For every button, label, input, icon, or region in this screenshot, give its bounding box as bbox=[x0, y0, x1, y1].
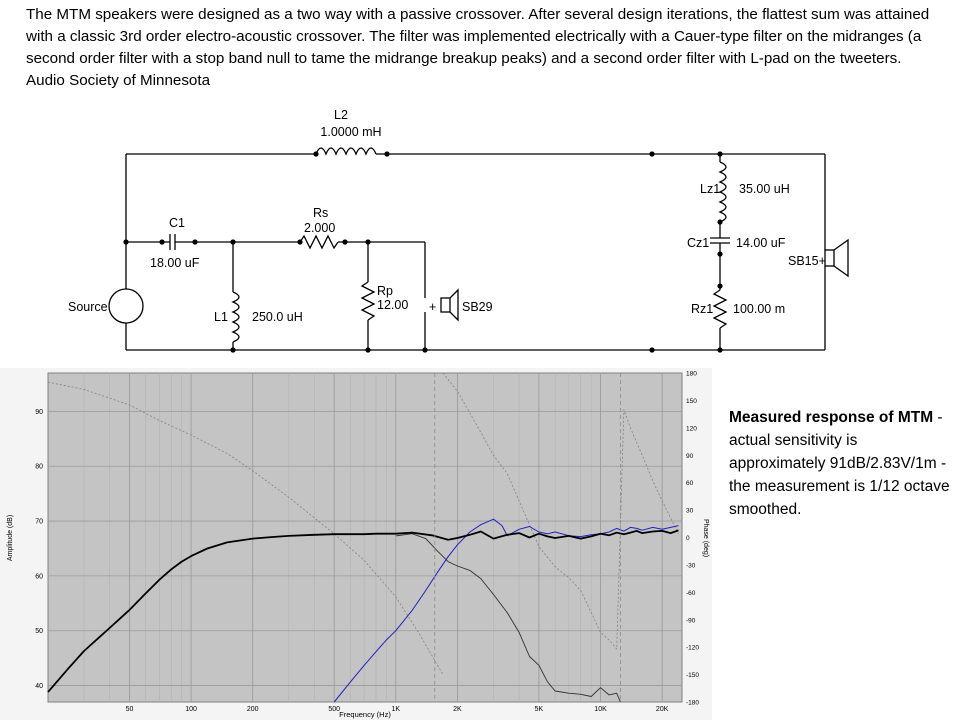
y-tick-label: 60 bbox=[35, 573, 43, 581]
junction-dot bbox=[192, 239, 197, 244]
junction-dot bbox=[313, 151, 318, 156]
junction-dot bbox=[717, 151, 722, 156]
lz1-value: 35.00 uH bbox=[739, 182, 790, 196]
x-tick-label: 2K bbox=[453, 706, 462, 713]
source-symbol bbox=[109, 289, 143, 323]
c1-value: 18.00 uF bbox=[150, 256, 200, 270]
measurement-note bbox=[729, 406, 951, 521]
junction-dot bbox=[717, 347, 722, 352]
c1-name: C1 bbox=[169, 216, 185, 230]
speaker-sb15-box bbox=[825, 250, 834, 266]
junction-dot bbox=[717, 251, 722, 256]
junction-dot bbox=[365, 347, 370, 352]
junction-dot bbox=[297, 239, 302, 244]
y2-tick-label: -180 bbox=[686, 699, 700, 707]
l1-name: L1 bbox=[214, 310, 228, 324]
rz1-value: 100.00 m bbox=[733, 302, 786, 316]
l1-value: 250.0 uH bbox=[252, 310, 303, 324]
response-chart bbox=[0, 368, 712, 720]
y2-tick-label: 90 bbox=[686, 452, 694, 460]
rp-name: Rp bbox=[377, 284, 393, 298]
x-tick-label: 10K bbox=[594, 706, 607, 713]
note-text: - actual sensitivity is approximately 91dB/2.83V/1m - the measurement is 1/12 octave smoothed. bbox=[729, 409, 950, 518]
junction-dot bbox=[230, 239, 235, 244]
y-tick-label: 90 bbox=[35, 408, 43, 416]
rs-value: 2.000 bbox=[304, 221, 336, 235]
inductor-Lz1 bbox=[720, 162, 726, 222]
inductor-L1 bbox=[233, 292, 239, 342]
note-heading: Measured response of MTM bbox=[729, 409, 934, 426]
junction-dot bbox=[717, 219, 722, 224]
y2-tick-label: -90 bbox=[686, 617, 696, 625]
inductor-L2 bbox=[316, 148, 376, 154]
resistor-Rz1 bbox=[714, 290, 726, 328]
rs-name: Rs bbox=[313, 206, 329, 220]
junction-dot bbox=[717, 283, 722, 288]
rp-value: 12.00 bbox=[377, 298, 409, 312]
junction-dot bbox=[230, 347, 235, 352]
x-tick-label: 20K bbox=[655, 706, 669, 713]
junction-dot bbox=[342, 239, 347, 244]
y2-tick-label: 60 bbox=[686, 480, 694, 488]
junction-dot bbox=[123, 239, 128, 244]
speaker-sb15-cone bbox=[834, 240, 848, 276]
x-axis-label: Frequency (Hz) bbox=[339, 710, 391, 719]
y-tick-label: 40 bbox=[35, 683, 43, 691]
cz1-value: 14.00 uF bbox=[736, 236, 786, 250]
junction-dot bbox=[649, 151, 654, 156]
y2-tick-label: 120 bbox=[686, 425, 697, 433]
junction-dot bbox=[159, 239, 164, 244]
y2-tick-label: -30 bbox=[686, 562, 696, 570]
junction-dot bbox=[384, 151, 389, 156]
resistor-Rs bbox=[300, 236, 338, 248]
sb15-label: SB15+ bbox=[788, 254, 826, 268]
y2-tick-label: 150 bbox=[686, 397, 697, 405]
y2-axis-label: Phase (deg) bbox=[702, 518, 709, 558]
lz1-name: Lz1 bbox=[700, 182, 721, 196]
y-tick-label: 50 bbox=[35, 628, 43, 636]
intro-paragraph bbox=[26, 4, 941, 92]
speaker-sb29-box bbox=[441, 298, 450, 312]
x-tick-label: 500 bbox=[328, 706, 341, 713]
l2-value: 1.0000 mH bbox=[320, 125, 382, 139]
y-axis-label: Amplitude (dB) bbox=[7, 514, 14, 562]
y2-tick-label: -60 bbox=[686, 589, 696, 597]
y2-tick-label: 30 bbox=[686, 507, 694, 515]
y2-tick-label: 180 bbox=[686, 370, 697, 378]
speaker-sb29-cone bbox=[450, 290, 458, 320]
junction-dot bbox=[649, 347, 654, 352]
x-tick-label: 100 bbox=[185, 706, 197, 713]
y2-tick-label: -150 bbox=[686, 672, 700, 680]
intro-text: The MTM speakers were designed as a two way with a passive crossover. After several design iterations, the flattest sum was attained with a classic 3rd order electro-acoustic crossover. The filter was implemented electrically with a Cauer-type filter on the midranges (a second order filter with a stop band null to tame the midrange breakup peaks) and a second order filter with L-pad on the tweeters. bbox=[26, 6, 930, 67]
junction-dot bbox=[365, 239, 370, 244]
l2-name: L2 bbox=[334, 108, 348, 122]
y-tick-label: 80 bbox=[35, 463, 43, 471]
junction-dot bbox=[422, 347, 427, 352]
intro-credit: Audio Society of Minnesota bbox=[26, 72, 211, 89]
sb29-polarity: + bbox=[429, 300, 437, 314]
sb29-label: SB29 bbox=[462, 300, 493, 314]
x-tick-label: 5K bbox=[534, 706, 544, 713]
y-tick-label: 70 bbox=[35, 518, 43, 526]
x-tick-label: 200 bbox=[246, 706, 259, 713]
x-tick-label: 1K bbox=[391, 706, 401, 713]
x-tick-label: 50 bbox=[125, 706, 134, 713]
source-label: Source bbox=[68, 300, 108, 314]
crossover-schematic bbox=[0, 100, 960, 362]
cz1-name: Cz1 bbox=[687, 236, 710, 250]
y2-tick-label: -120 bbox=[686, 644, 700, 652]
y2-tick-label: 0 bbox=[686, 535, 690, 542]
resistor-Rp bbox=[362, 282, 374, 320]
rz1-name: Rz1 bbox=[691, 302, 714, 316]
